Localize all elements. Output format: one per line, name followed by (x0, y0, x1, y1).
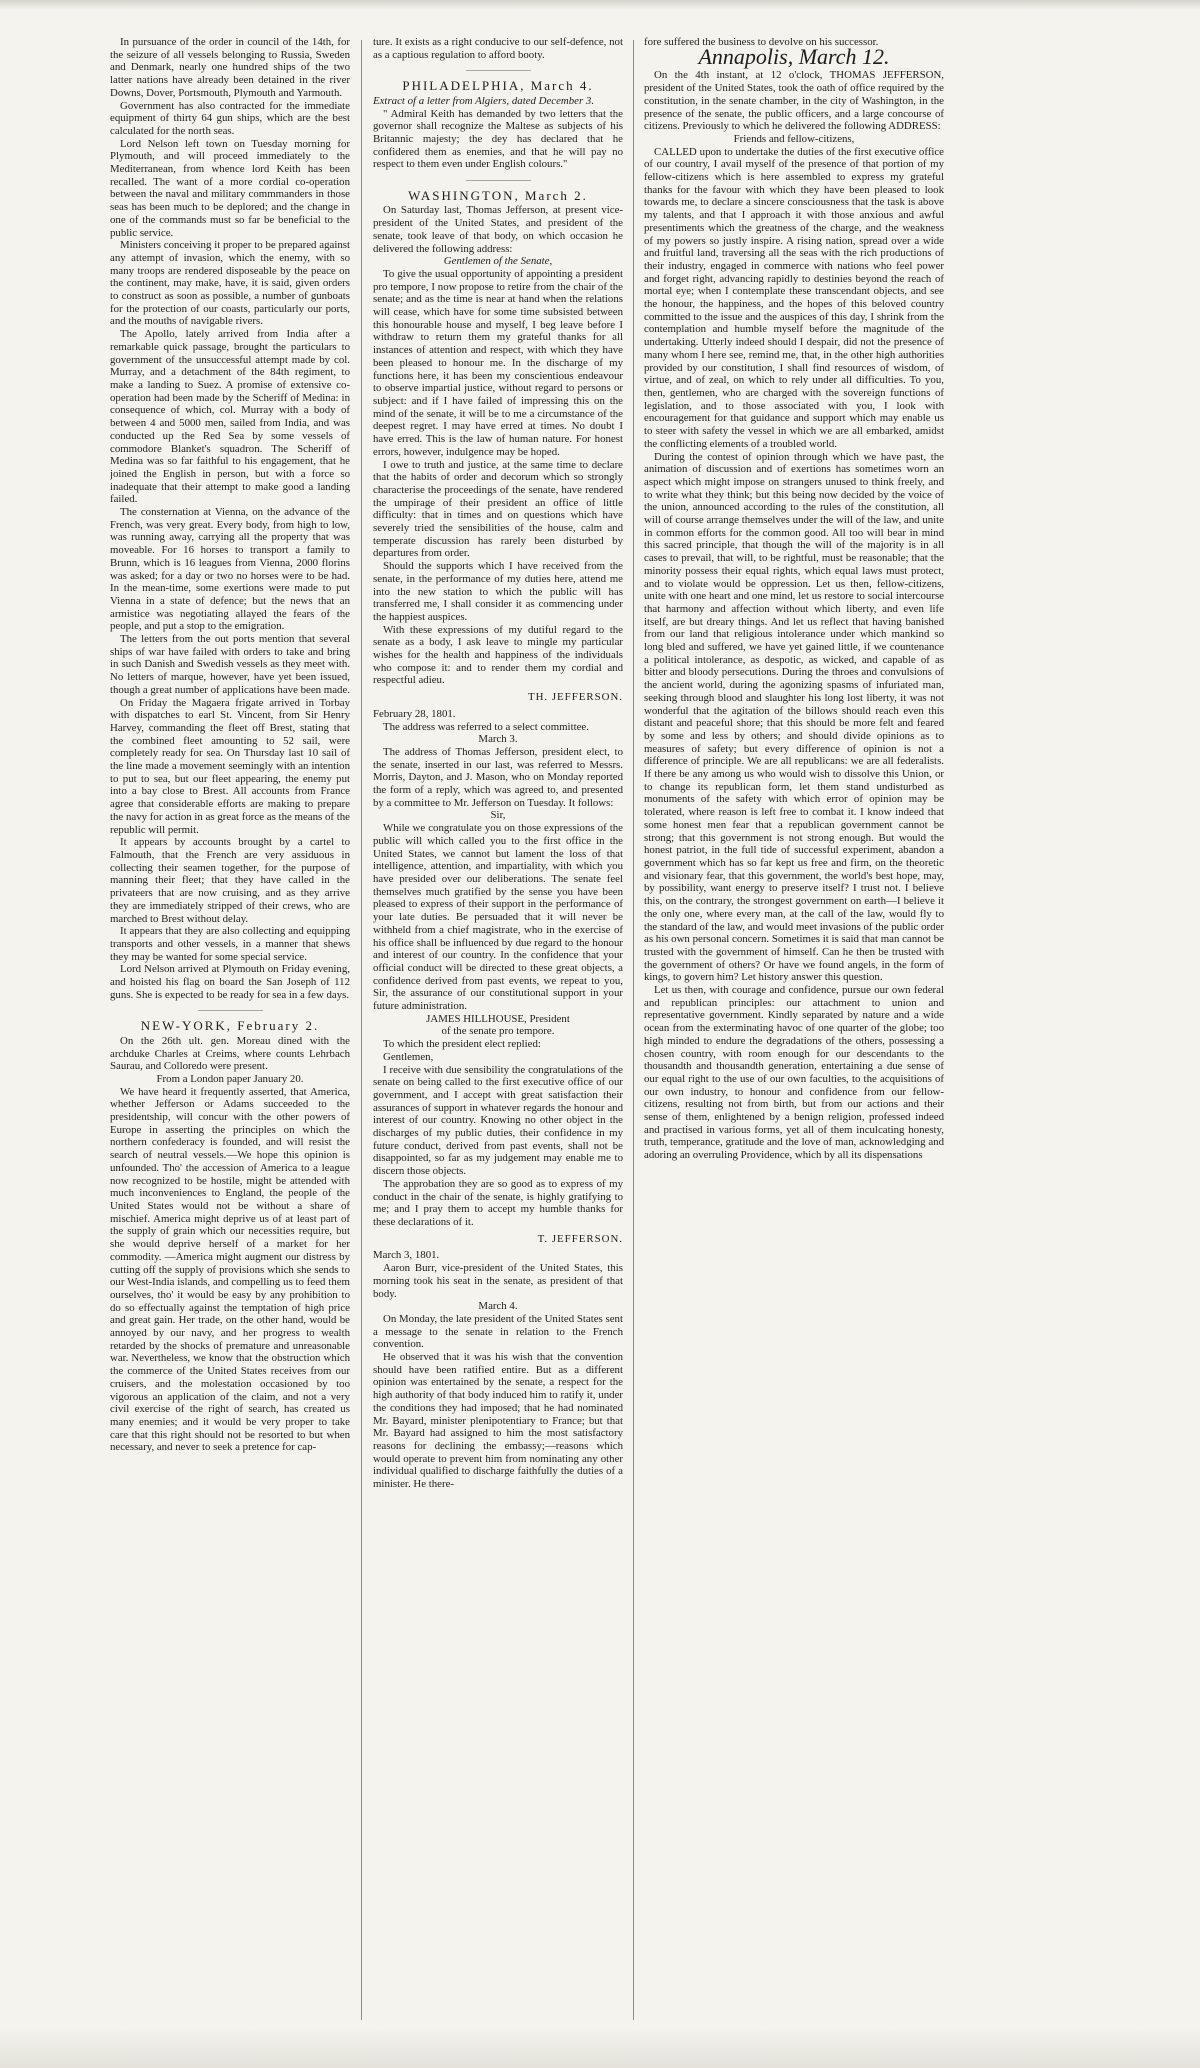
column-3 (644, 36, 944, 2026)
column-rule-2 (633, 40, 634, 2020)
column-rule-1 (361, 40, 362, 2020)
paragraph: On the 26th ult. gen. Moreau dined with the archduke Charles at Creims, where counts Lehrbach Saurau, and Colloredo were present. (110, 1034, 350, 1073)
source-note: From a London paper January 20. (156, 1072, 304, 1085)
paragraph: He observed that it was his wish that the convention should have been ratified entire. But as a different opinion was entertained by the senate, a respect for the high authority of that body induced him to ratify it, under the conditions they had imposed; that he had nominated Mr. Bayard, minister plenipotentiary to France; but that Mr. Bayard had assigned to him the most satisfactory reasons for declining the embassy;—reasons which would operate to prevent him from nominating any other individual qualified to discharge faithfully the duties of a minister. He there- (373, 1351, 623, 1491)
date-line: February 28, 1801. (373, 707, 456, 720)
signature-title: of the senate pro tempore. (441, 1025, 555, 1038)
salutation: Gentlemen of the Senate, (443, 255, 553, 268)
salutation: Gentlemen, (383, 1050, 434, 1063)
paragraph: Should the supports which I have received from the senate, in the performance of my duties here, attend me into the new station to which the public will has transferred me, I shall consider it as commencing under the happiest auspices. (373, 560, 623, 623)
paragraph: In pursuance of the order in council of the 14th, for the seizure of all vessels belonging to Russia, Sweden and Denmark, nearly one hundred ships of the two latter nations have already been detained in the river Downs, Dover, Portsmouth, Plymouth and Yarmouth. (110, 36, 350, 99)
ornament-divider (110, 1004, 350, 1017)
ornament-divider (373, 174, 623, 187)
paragraph: Lord Nelson arrived at Plymouth on Friday evening, and hoisted his flag on board the San Joseph of 112 guns. She is expected to be ready for sea in a few days. (110, 963, 350, 1001)
dateline-heading-annapolis: Annapolis, March 12. (698, 43, 890, 69)
paragraph: Let us then, with courage and confidence, pursue our own federal and republican principles: our attachment to union and representative government. Kindly separated by nature and a wide ocean from the exterminating havoc of one quarter of the globe; too high minded to endure the degradations of the others, possessing a chosen country, with room enough for our descendants to the thousandth and thousandth generation, entertaining a due sense of our equal right to the use of our own faculties, to the acquisitions of our own industry, to honour and confidence from our fellow-citizens, resulting not from birth, but from our actions and their sense of them, enlightened by a benign religion, professed indeed and practised in various forms, yet all of them inculcating honesty, truth, temperance, gratitude and the love of man, acknowledging and adoring an overruling Providence, which by all its dispensations (644, 984, 944, 1162)
paragraph: On Monday, the late president of the United States sent a message to the senate in relation to the French convention. (373, 1312, 623, 1351)
column-1 (110, 36, 350, 2026)
paragraph: I owe to truth and justice, at the same time to declare that the habits of order and decorum which so strongly characterise the proceedings of the senate, have rendered the umpirage of their president an office of little difficulty: that in times and on questions which have severely tried the sensibilities of the house, calm and temperate discussion has rarely been disturbed by departures from order. (373, 458, 623, 560)
dateline-heading-philadelphia: PHILADELPHIA, March 4. (402, 78, 594, 94)
paragraph: It appears by accounts brought by a cartel to Falmouth, that the French are very assiduous in collecting their seamen together, for the purpose of manning their fleet; that they have called in the privateers that are now cruising, and as they arrive they are immediately stripped of their crews, who are marched to Brest without delay. (110, 836, 350, 925)
salutation: Friends and fellow-citizens, (733, 132, 855, 145)
dateline-heading-new-york: NEW-YORK, February 2. (140, 1018, 320, 1034)
signature: T. JEFFERSON. (537, 1232, 623, 1245)
paragraph: I receive with due sensibility the congratulations of the senate on being called to the first executive office of our government, and I accept with great satisfaction their assurances of support in whatever regards the honour and interest of our country. Knowing no other object in the discharges of my public duties, their confidence in my future conduct, derived from past events, shall not be disappointed, so far as my judgement may enable me to discern those objects. (373, 1063, 623, 1178)
paragraph: We have heard it frequently asserted, that America, whether Jefferson or Adams succeeded to the presidentship, will concur with the other powers of Europe in asserting the principles on which the northern confederacy is founded, and will resist the search of neutral vessels.—We hope this opinion is unfounded. Tho' the accession of America to a league now recognized to be hostile, might be attended with much inconveniences to England, the people of the United States would not be without a share of mischief. America might deprive us of at least part of the supply of grain which our necessities require, but she would deprive herself of a market for her commodity. —America might augment our distress by cutting off the supply of provisions which she sends to our West-India islands, and compelling us to feed them ourselves, tho' it would be easy by any prohibition to do so effectually against the temptation of high price and great gain. Her trade, on the other hand, would be annoyed by our navy, and her progress to wealth retarded by the shocks of premature and unreasonable war. Nevertheless, we know that the obstruction which the commerce of the United States receives from our cruisers, and the molestation occasioned by too vigorous an application of the claim, and not a very civil exercise of the right of search, has created us many enemies; and it would be very proper to take care that this right should not be resorted to but when necessary, and never to seek a pretence for cap- (110, 1085, 350, 1454)
paragraph: " Admiral Keith has demanded by two letters that the governor shall recognize the Maltese as subjects of his Britannic majesty; the dey has declared that he confidered them as enemies, and that he will pay no respect to them even under English colours." (373, 107, 623, 171)
signature: TH. JEFFERSON. (527, 691, 623, 704)
paragraph: Ministers conceiving it proper to be prepared against any attempt of invasion, which the enemy, with so many troops are rendered disposeable by the peace on the continent, may make, have, it is said, given orders to construct as soon as possible, a number of gunboats for the protection of our coasts, particularly our ports, and the mouths of navigable rivers. (110, 239, 350, 328)
paragraph: The approbation they are so good as to express of my conduct in the chair of the senate, is highly gratifying to me; and I pray them to accept my humble thanks for these declarations of it. (373, 1177, 623, 1228)
paragraph: The address was referred to a select committee. (383, 720, 589, 733)
paragraph: During the contest of opinion through which we have past, the animation of discussion and of exertions has sometimes worn an aspect which might impose on strangers unused to think freely, and to write what they think; but this being now decided by the voice of the union, announced according to the rules of the constitution, all will of course arrange themselves under the will of the law, and unite in common efforts for the common good. All too will bear in mind this sacred principle, that though the will of the majority is in all cases to prevail, that will, to be rightful, must be reasonable; that the minority possess their equal rights, which equal laws must protect, and to violate would be oppression. Let us then, fellow-citizens, unite with one heart and one mind, let us restore to social intercourse that harmony and affection without which liberty, and even life itself, are but dreary things. And let us reflect that having banished from our land that religious intolerance under which mankind so long bled and suffered, we have yet gained little, if we countenance a political intolerance, as despotic, as wicked, and capable of as bitter and bloody persecutions. During the throes and convulsions of the ancient world, during the agonizing spasms of infuriated man, seeking through blood and slaughter his long lost liberty, it was not wonderful that the agitation of the billows should reach even this distant and peaceful shore; that this should be more felt and feared by some and less by others; and should divide opinions as to measures of safety; but every difference of opinion is not a difference of principle. We are all republicans: we are all federalists. If there be any among us who would wish to dissolve this Union, or to change its republican form, let them stand undisturbed as monuments of the safety with which error of opinion may be tolerated, where reason is left free to combat it. I know indeed that some honest men fear that a republican government cannot be strong; that this government is not strong enough. But would the honest patriot, in the full tide of successful experiment, abandon a government which has so far kept us free and firm, on the theoretic and visionary fear, that this government, the world's best hope, may, by possibility, want energy to preserve itself? I trust not. I believe this, on the contrary, the strongest government on earth—I believe it the only one, where every man, at the call of the law, would fly to the standard of the law, and would meet invasions of the public order as his own personal concern. Sometimes it is said that man cannot be trusted with the government of himself. Can he then be trusted with the government of others? Or have we found angels, in the form of kings, to govern him? Let history answer this question. (644, 450, 944, 984)
dateline-heading-washington: WASHINGTON, March 2. (408, 187, 588, 203)
paragraph: It appears that they are also collecting and equipping transports and other vessels, in a manner that shews they may be wanted for some special service. (110, 925, 350, 963)
paragraph: CALLED upon to undertake the duties of the first executive office of our country, I avail myself of the presence of that portion of my fellow-citizens which is here assembled to express my grateful thanks for the favour with which they have been pleased to look towards me, to declare a sincere consciousness that the task is above my talents, and that I approach it with those anxious and awful presentiments which the greatness of the charge, and the weakness of my powers so justly inspire. A rising nation, spread over a wide and fruitful land, traversing all the seas with the rich productions of their industry, engaged in commerce with nations who feel power and forget right, advancing rapidly to destinies beyond the reach of mortal eye; when I contemplate these transcendant objects, and see the honour, the happiness, and the hopes of this beloved country committed to the issue and the auspices of this day, I shrink from the contemplation and humble myself before the magnitude of the undertaking. Utterly indeed should I despair, did not the presence of many whom I here see, remind me, that, in the other high authorities provided by our constitution, I shall find resources of wisdom, of virtue, and of zeal, on which to rely under all difficulties. To you, then, gentlemen, who are charged with the sovereign functions of legislation, and to those associated with you, I look with encouragement for that guidance and support which may enable us to steer with safety the vessel in which we are all embarked, amidst the conflicting elements of a troubled world. (644, 145, 944, 450)
subheading: Extract of a letter from Algiers, dated December 3. (373, 94, 595, 107)
paragraph: To give the usual opportunity of appointing a president pro tempore, I now propose to retire from the chair of the senate; and as the time is near at hand when the relations will cease, which have for some time subsisted between this honourable house and myself, I beg leave before I withdraw to return them my grateful thanks for all instances of attention and respect, with which they have been pleased to honour me. In the discharge of my functions here, it has been my conscientious endeavour to observe impartial justice, without regard to persons or subject: and if I have failed of impressing this on the mind of the senate, it will be to me a circumstance of the deepest regret. I may have erred at times. No doubt I have erred. This is the law of human nature. For honest errors, however, indulgence may be hoped. (373, 267, 623, 458)
ornament-divider (373, 64, 623, 77)
paragraph: The letters from the out ports mention that several ships of war have failed with orders to take and bring in such Danish and Swedish vessels as they meet with. No letters of marque, however, have yet been issued, though a great number of applications have been made. (110, 633, 350, 696)
paragraph: On the 4th instant, at 12 o'clock, THOMAS JEFFERSON, president of the United States, took the oath of office required by the constitution, in the senate chamber, in the city of Washington, in the presence of the senate, the public officers, and a large concourse of citizens. Previously to which he delivered the following ADDRESS: (644, 69, 944, 133)
paragraph: Lord Nelson left town on Tuesday morning for Plymouth, and will proceed immediately to the Mediterranean, from whence lord Keith has been recalled. The want of a more cordial co-operation between the naval and military commmanders in those seas has been much to be deplored; and the change in one of the commands must so far be beneficial to the public service. (110, 137, 350, 239)
paragraph: ture. It exists as a right conducive to our self-defence, not as a captious regulation to afford booty. (373, 36, 623, 61)
paragraph: The Apollo, lately arrived from India after a remarkable quick passage, brought the particulars to government of the unsuccessful attempt made by col. Murray, and a detachment of the 84th regiment, to make a landing to Suez. A promise of extensive co-operation had been made by the Scheriff of Medina: in consequence of which, col. Murray with a body of between 4 and 5000 men, sailed from India, and was conducted up the Red Sea by some vessels of commodore Blanket's squadron. The Scheriff of Medina was so far faithful to his engagement, that he joined the English in person, but with a force so inadequate that their attempt to make good a landing failed. (110, 328, 350, 506)
date-line: March 3. (478, 733, 518, 746)
page-bottom-edge (0, 2028, 1200, 2068)
paragraph: The consternation at Vienna, on the advance of the French, was very great. Every body, from high to low, was running away, carrying all the property that was moveable. For 16 horses to transport a family to Brunn, which is 16 leagues from Vienna, 2000 florins was asked; for a day or two no horses were to be had. In the mean-time, some exertions were made to put Vienna in a state of defence; but the news that an armistice was negotiating allayed the fears of the people, and put a stop to the emigration. (110, 506, 350, 633)
page-top-edge (0, 0, 1200, 10)
paragraph: Government has also contracted for the immediate equipment of thirty 64 gun ships, which are the best calculated for the north seas. (110, 99, 350, 137)
date-line: March 3, 1801. (373, 1249, 440, 1262)
column-2 (373, 36, 623, 2026)
paragraph: Aaron Burr, vice-president of the United States, this morning took his seat in the senate, as president of that body. (373, 1262, 623, 1300)
paragraph: On Friday the Magaera frigate arrived in Torbay with dispatches to earl St. Vincent, from Sir Henry Harvey, commanding the fleet off Brest, stating that the combined fleet amounting to 52 sail, were completely ready for sea. On Thursday last 10 sail of the line made a movement seemingly with an intention to put to sea, but our fleet appearing, the enemy put into a bay close to Brest. All accounts from France agree that considerable efforts are making to prepare the navy for action in as great force as the means of the republic will permit. (110, 696, 350, 836)
paragraph: fore suffered the business to devolve on his successor. (644, 36, 879, 48)
paragraph: The address of Thomas Jefferson, president elect, to the senate, inserted in our last, was referred to Messrs. Morris, Dayton, and J. Mason, who on Monday reported the form of a reply, which was agreed to, and presented by a committee to Mr. Jefferson on Tuesday. It follows: (373, 745, 623, 809)
signature: JAMES HILLHOUSE, President (426, 1012, 570, 1025)
paragraph: With these expressions of my dutiful regard to the senate as a body, I ask leave to mingle my particular wishes for the health and happiness of the individuals who compose it: and to render them my cordial and respectful adieu. (373, 623, 623, 687)
date-line: March 4. (478, 1300, 518, 1313)
paragraph: To which the president elect replied: (383, 1038, 541, 1051)
salutation: Sir, (490, 809, 506, 822)
paragraph: On Saturday last, Thomas Jefferson, at present vice-president of the United States, and president of the senate, took leave of that body, on which occasion he delivered the following address: (373, 204, 623, 255)
paragraph: While we congratulate you on those expressions of the public will which called you to the first office in the United States, we cannot but lament the loss of that intelligence, attention, and impartiality, with which you have presided over our deliberations. The senate feel themselves much gratified by the sense you have been pleased to express of their support in the performance of your late duties. Be persuaded that it will never be withheld from a chief magistrate, who in the exercise of his office shall be influenced by due regard to the honour and interest of our country. In the confidence that your official conduct will be directed to these great objects, a confidence derived from past events, we repeat to you, Sir, the assurance of our constitutional support in your future administration. (373, 822, 623, 1013)
